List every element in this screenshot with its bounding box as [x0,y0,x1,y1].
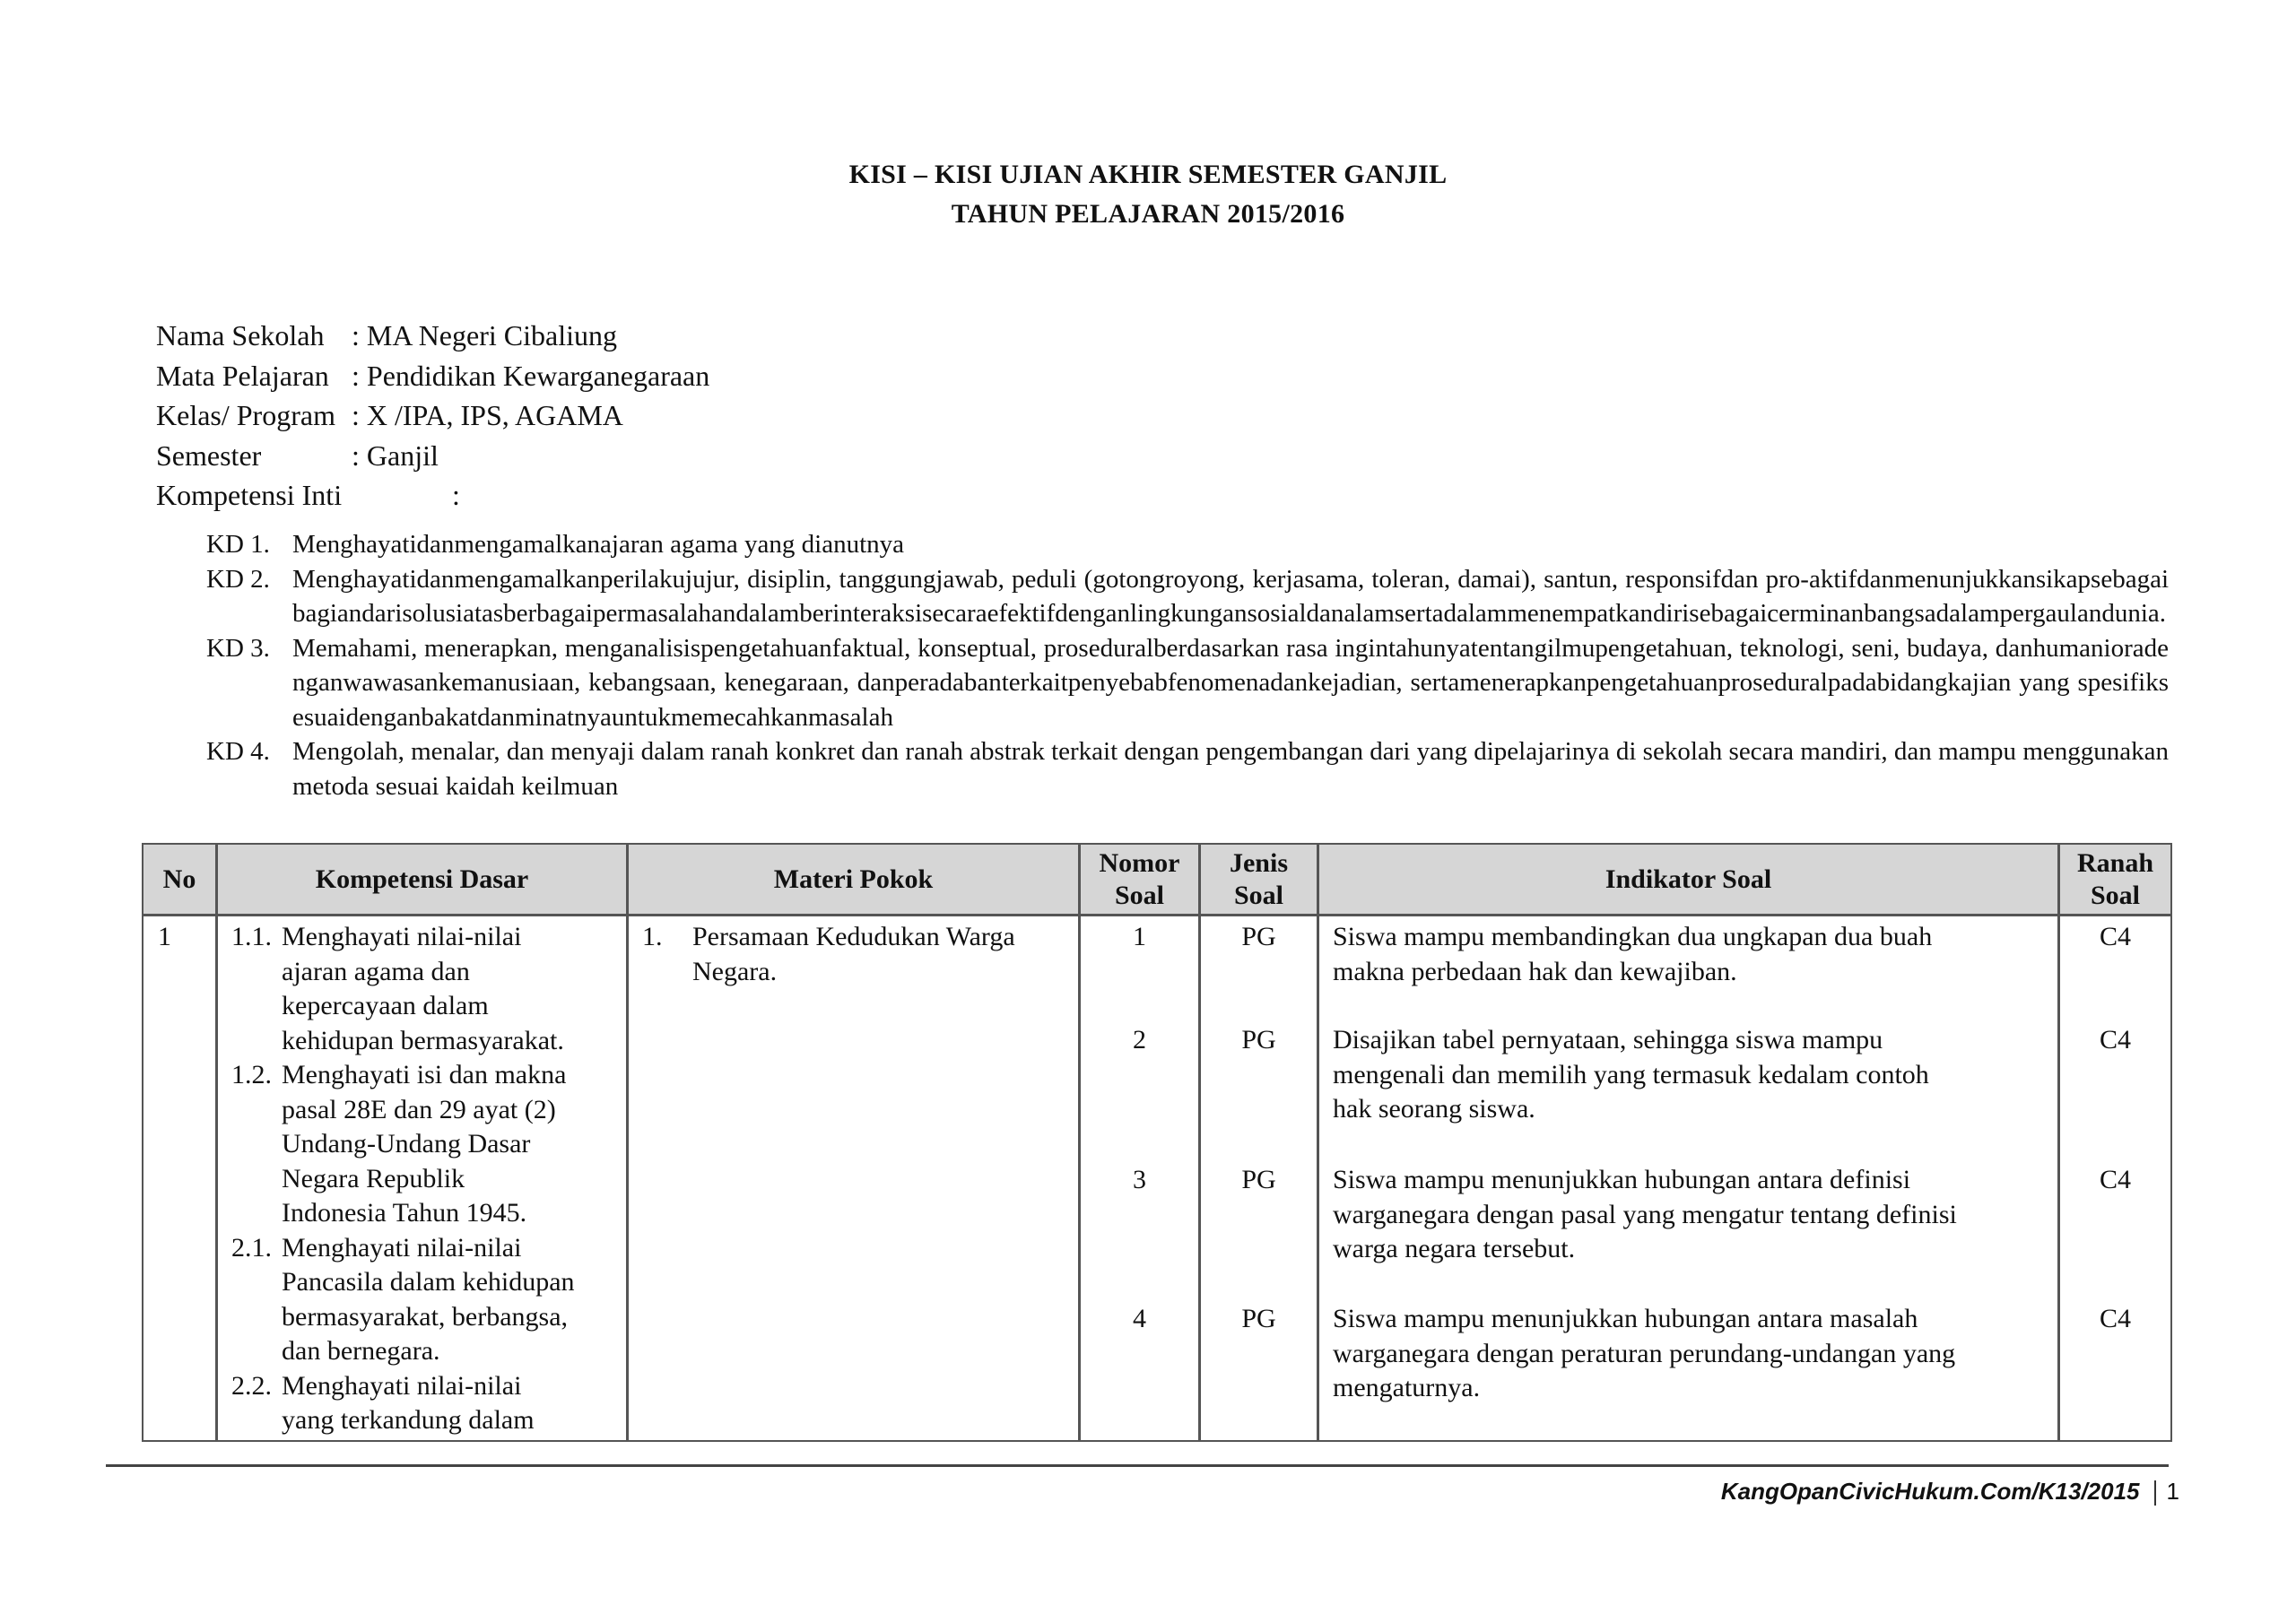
header-nomor-line2: Soal [1114,881,1165,910]
page-number: 1 [2166,1478,2179,1505]
indikator-line: mengenali dan memilih yang termasuk kedalam contoh [1333,1059,1929,1089]
semester-value: : Ganjil [352,438,439,472]
kd-item [206,527,2169,562]
document-subtitle: TAHUN PELAJARAN 2015/2016 [951,199,1345,229]
footer-site: KangOpanCivicHukum.Com/K13/2015 [1720,1478,2140,1505]
core-competency-value: : [452,479,460,511]
header-no: No [162,864,196,894]
kd-number: KD 3. [206,633,270,663]
indikator-soal-1 [1333,920,2050,989]
jenis-soal-3: PG [1241,1165,1276,1194]
header-nomor-line1: Nomor [1099,848,1180,878]
kisi-table [142,843,2172,1442]
materi-line: Negara. [692,956,778,986]
indikator-line: warganegara dengan peraturan perundang-undangan yang [1333,1338,1956,1368]
materi-entry [642,920,1073,989]
school-value: : MA Negeri Cibaliung [352,319,617,352]
kd-entry-line: Negara Republik [282,1163,465,1193]
kd-entry-line: Menghayati nilai-nilai [282,922,522,951]
kd-entry-line: Undang-Undang Dasar [282,1129,531,1159]
kd-text: Menghayatidanmengamalkanajaran agama yang dianutnya [292,530,905,559]
ranah-soal-4: C4 [2099,1304,2131,1333]
subject-value: : Pendidikan Kewarganegaraan [352,359,710,392]
header-jenis-line1: Jenis [1229,848,1288,878]
kd-entry-line: kehidupan bermasyarakat. [282,1025,564,1055]
kd-item [206,734,2169,803]
column-divider [1317,845,1319,1442]
column-divider [215,845,218,1442]
kd-entry-line: ajaran agama dan [282,956,470,986]
kd-entry-number: 1.2. [231,1060,272,1089]
jenis-soal-1: PG [1241,922,1276,951]
nomor-soal-1: 1 [1133,922,1146,951]
indikator-soal-4 [1333,1302,2050,1406]
kd-cell [231,920,622,1438]
footer-rule [106,1464,2169,1467]
indikator-line: warga negara tersebut. [1333,1234,1576,1263]
kd-entry-line: bermasyarakat, berbangsa, [282,1301,569,1332]
kd-entry-line: Indonesia Tahun 1945. [282,1198,527,1228]
indikator-soal-2 [1333,1023,2050,1127]
column-divider [626,845,629,1442]
kd-number: KD 1. [206,530,270,559]
subject-label: Mata Pelajaran [156,359,329,392]
kd-entry [231,1369,622,1438]
header-materi-pokok: Materi Pokok [773,864,934,894]
kd-number: KD 2. [206,564,270,594]
kd-item [206,562,2169,631]
indikator-line: Siswa mampu menunjukkan hubungan antara masalah [1333,1304,1918,1333]
indikator-line: Siswa mampu membandingkan dua ungkapan dua buah [1333,922,1933,951]
header-jenis-line2: Soal [1233,881,1284,910]
kd-list [206,527,2169,803]
header-kompetensi-dasar: Kompetensi Dasar [315,864,529,894]
class-label: Kelas/ Program [156,399,335,431]
indikator-line: warganegara dengan pasal yang mengatur tentang definisi [1333,1199,1957,1229]
nomor-soal-3: 3 [1133,1165,1146,1194]
materi-number: 1. [642,922,663,951]
header-nomor-soal [1081,845,1198,915]
indikator-line: Disajikan tabel pernyataan, sehingga siswa mampu [1333,1025,1883,1055]
kd-number: KD 4. [206,737,270,766]
kd-entry-number: 1.1. [231,922,272,951]
kd-entry-line: Menghayati nilai-nilai [282,1370,522,1401]
header-jenis-soal [1201,845,1317,915]
semester-label: Semester [156,438,262,472]
header-ranah-soal [2060,845,2170,915]
nomor-soal-4: 4 [1133,1304,1146,1333]
kd-text: Menghayatidanmengamalkanperilakujujur, disiplin, tanggungjawab, peduli (gotongroyong, kerjasama, toleran, damai), santun, responsifdan pro-aktifdanmenunjukkansikapsebagaibagiandarisolusiatasberbagaipermasalahandalamberinteraksisecaraefektifdenganlingkungansosialdanalamsertadalammenempatkandirisebagaicerminanbangsadalampergaulandunia. [292,564,2169,628]
document-title: KISI – KISI UJIAN AKHIR SEMESTER GANJIL [848,160,1448,189]
class-value: : X /IPA, IPS, AGAMA [352,399,623,431]
kd-text: Memahami, menerapkan, menganalisispengetahuanfaktual, konseptual, proseduralberdasarkan rasa ingintahunyatentangilmupengetahuan, teknologi, seni, budaya, danhumanioradenganwawasankemanusiaan, kebangsaan, kenegaraan, danperadabanterkaitpenyebabfenomenadankejadian, sertamenerapkanpengetahuanproseduralpadabidangkajian yang spesifiksesuaidenganbakatdanminatnyauntukmemecahkanmasalah [292,633,2169,732]
kd-text: Mengolah, menalar, dan menyaji dalam ranah konkret dan ranah abstrak terkait dengan pengembangan dari yang dipelajarinya di sekolah secara mandiri, dan mampu menggunakan metoda sesuai kaidah keilmuan [292,737,2169,801]
core-competency-label: Kompetensi Inti [156,479,343,511]
materi-cell [642,920,1073,989]
header-indikator-soal: Indikator Soal [1605,864,1772,894]
jenis-soal-2: PG [1241,1025,1276,1055]
row-number: 1 [158,922,171,951]
nomor-soal-2: 2 [1133,1025,1146,1055]
indikator-line: Siswa mampu menunjukkan hubungan antara definisi [1333,1165,1911,1194]
ranah-soal-3: C4 [2099,1165,2131,1194]
indikator-line: hak seorang siswa. [1333,1094,1535,1124]
kd-entry-number: 2.1. [231,1232,272,1263]
jenis-soal-4: PG [1241,1304,1276,1333]
kd-entry-line: kepercayaan dalam [282,991,489,1020]
footer-separator [2154,1480,2156,1506]
ranah-soal-2: C4 [2099,1025,2131,1055]
kd-item [206,631,2169,735]
indikator-line: mengaturnya. [1333,1373,1481,1402]
kd-entry [231,920,622,1058]
kd-entry-line: pasal 28E dan 29 ayat (2) [282,1094,556,1124]
kd-entry-line: dan bernegara. [282,1336,440,1366]
indikator-soal-3 [1333,1163,2050,1267]
kd-entry-number: 2.2. [231,1370,272,1401]
kd-entry [231,1058,622,1231]
page-footer [1721,1478,2179,1506]
kd-entry-line: Pancasila dalam kehidupan [282,1267,575,1297]
ranah-soal-1: C4 [2099,922,2131,951]
materi-line: Persamaan Kedudukan Warga [692,922,1015,951]
kd-entry-line: Menghayati isi dan makna [282,1060,567,1089]
indikator-line: makna perbedaan hak dan kewajiban. [1333,956,1737,986]
kd-entry [231,1231,622,1369]
school-label: Nama Sekolah [156,319,325,352]
kd-entry-line: yang terkandung dalam [282,1405,535,1435]
header-ranah-line2: Soal [2090,881,2141,910]
header-ranah-line1: Ranah [2076,848,2154,878]
kd-entry-line: Menghayati nilai-nilai [282,1232,522,1263]
